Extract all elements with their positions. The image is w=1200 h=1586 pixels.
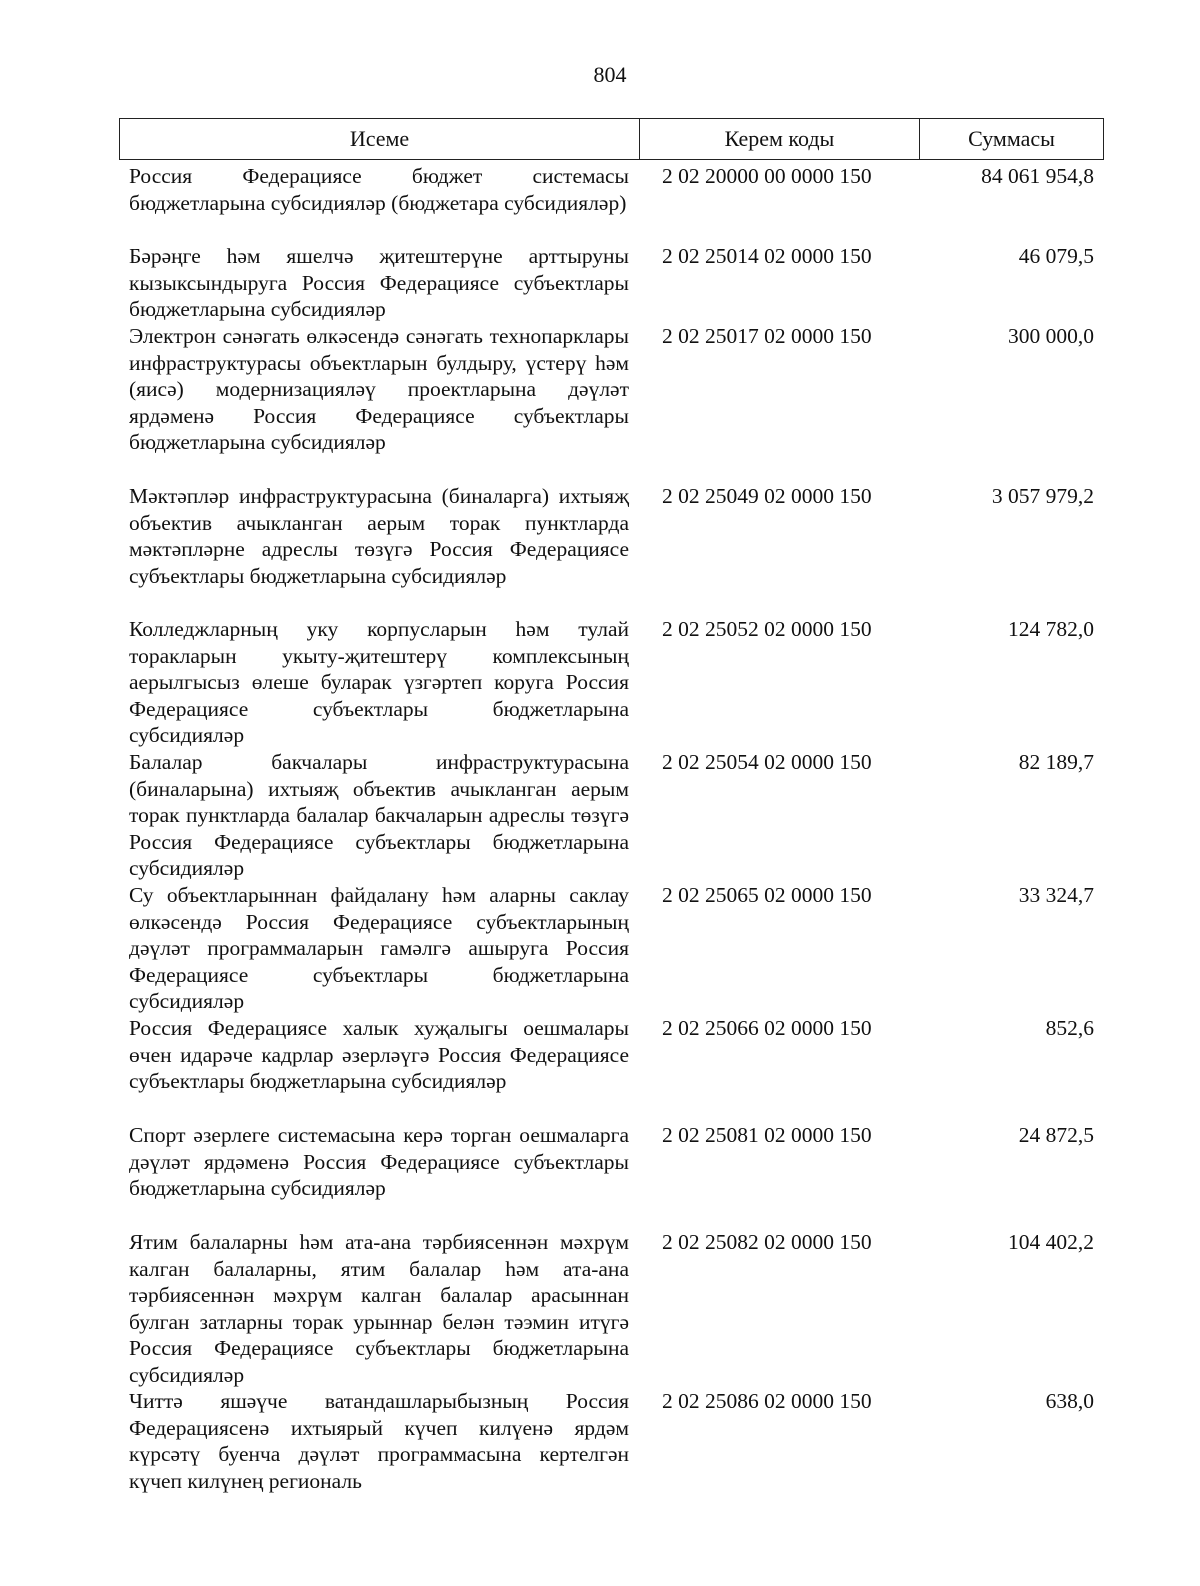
row-code: 2 02 25017 02 0000 150 <box>662 324 872 348</box>
row-code: 2 02 20000 00 0000 150 <box>662 164 872 188</box>
row-sum: 82 189,7 <box>1018 750 1094 774</box>
row-code: 2 02 25049 02 0000 150 <box>662 484 872 508</box>
row-sum: 3 057 979,2 <box>991 484 1094 508</box>
header-sum: Суммасы <box>968 126 1055 151</box>
row-code: 2 02 25054 02 0000 150 <box>662 750 872 774</box>
row-sum: 852,6 <box>1045 1016 1094 1040</box>
header-name: Исеме <box>120 119 640 159</box>
row-name: Электрон сәнәгать өлкәсендә сәнәгать технопарклары инфраструктурасы объектларын булдыру, үстерү һәм (яисә) модернизацияләү проектларына дәүләт ярдәменә Россия Федерациясе субъектлары бюджетларына субсидияләр <box>129 324 629 455</box>
page-number: 804 <box>593 62 627 87</box>
row-sum: 46 079,5 <box>1018 244 1094 268</box>
row-code: 2 02 25065 02 0000 150 <box>662 883 872 907</box>
row-code: 2 02 25086 02 0000 150 <box>662 1389 872 1413</box>
row-sum: 300 000,0 <box>1008 324 1094 348</box>
row-sum: 638,0 <box>1045 1389 1094 1413</box>
header-code: Керем коды <box>640 119 920 159</box>
row-name: Спорт әзерлеге системасына керә торган оешмаларга дәүләт ярдәменә Россия Федерациясе субъектлары бюджетларына субсидияләр <box>129 1123 629 1201</box>
row-code: 2 02 25014 02 0000 150 <box>662 244 872 268</box>
table-header <box>119 118 1104 160</box>
row-name: Россия Федерациясе бюджет системасы бюджетларына субсидияләр (бюджетара субсидияләр) <box>129 164 629 215</box>
row-sum: 84 061 954,8 <box>981 164 1094 188</box>
row-name: Ятим балаларны һәм ата-ана тәрбиясеннән мәхрүм калган балаларны, ятим балалар һәм ата-ана тәрбиясеннән мәхрүм калган балалар арасыннан булган затларны торак урыннар белән тәэмин итүгә Россия Федерациясе субъектлары бюджетларына субсидияләр <box>129 1230 629 1387</box>
row-name: Мәктәпләр инфраструктурасына (биналарга) ихтыяҗ объектив ачыкланган аерым торак пунктларда мәктәпләрне адреслы төзүгә Россия Федерациясе субъектлары бюджетларына субсидияләр <box>129 484 629 588</box>
row-name: Су объектларыннан файдалану һәм аларны саклау өлкәсендә Россия Федерациясе субъектларының дәүләт программаларын гамәлгә ашыруга Россия Федерациясе субъектлары бюджетларына субсидияләр <box>129 883 629 1014</box>
row-name: Читтә яшәүче ватандашларыбызның Россия Федерациясенә ихтыярый күчеп килүенә ярдәм күрсәтү буенча дәүләт программасына кертелгән күчеп килүнең региональ <box>129 1389 629 1493</box>
row-name: Балалар бакчалары инфраструктурасына (биналарына) ихтыяҗ объектив ачыкланган аерым торак пунктларда балалар бакчаларын адреслы төзүгә Россия Федерациясе субъектлары бюджетларына субсидияләр <box>129 750 629 881</box>
row-name: Бәрәңге һәм яшелчә җитештерүне арттыруны кызыксындыруга Россия Федерациясе субъектлары бюджетларына субсидияләр <box>129 244 629 322</box>
row-sum: 33 324,7 <box>1018 883 1094 907</box>
row-code: 2 02 25066 02 0000 150 <box>662 1016 872 1040</box>
row-code: 2 02 25082 02 0000 150 <box>662 1230 872 1254</box>
row-sum: 124 782,0 <box>1008 617 1094 641</box>
row-code: 2 02 25081 02 0000 150 <box>662 1123 872 1147</box>
row-sum: 104 402,2 <box>1008 1230 1094 1254</box>
row-code: 2 02 25052 02 0000 150 <box>662 617 872 641</box>
row-name: Россия Федерациясе халык хуҗалыгы оешмалары өчен идарәче кадрлар әзерләүгә Россия Федерациясе субъектлары бюджетларына субсидияләр <box>129 1016 629 1094</box>
row-name: Колледжларның уку корпусларын һәм тулай торакларын укыту-җитештерү комплексының аерылгысыз өлеше буларак үзгәртеп коруга Россия Федерациясе субъектлары бюджетларына субсидияләр <box>129 617 629 748</box>
row-sum: 24 872,5 <box>1018 1123 1094 1147</box>
